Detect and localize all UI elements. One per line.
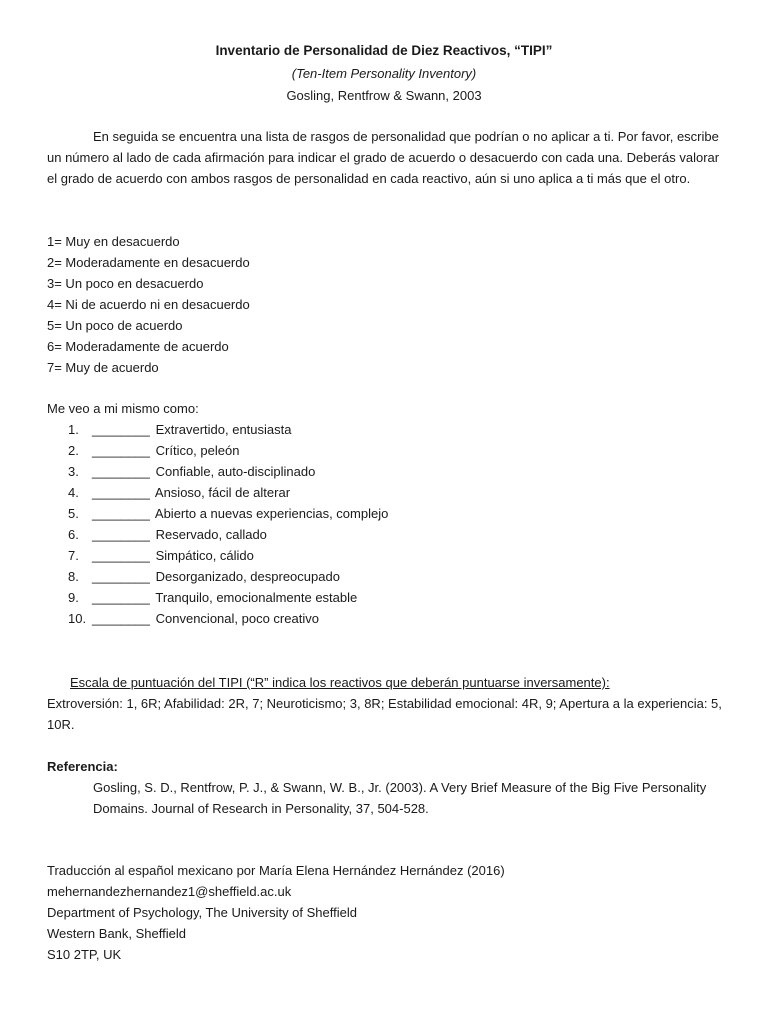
item-text: Confiable, auto-disciplinado — [155, 464, 316, 479]
item-number: 7. — [68, 548, 79, 563]
inventory-item — [47, 440, 388, 461]
document-subtitle: (Ten-Item Personality Inventory) — [291, 66, 477, 81]
item-text: Abierto a nuevas experiencias, complejo — [154, 506, 389, 521]
item-answer-blank[interactable]: ________ — [92, 548, 150, 563]
inventory-item — [47, 524, 388, 545]
item-number: 10. — [68, 611, 87, 626]
item-text: Ansioso, fácil de alterar — [154, 485, 291, 500]
item-answer-blank[interactable]: ________ — [92, 569, 150, 584]
inventory-item — [47, 461, 388, 482]
item-number: 4. — [68, 485, 79, 500]
item-answer-blank[interactable]: ________ — [92, 422, 150, 437]
item-answer-blank[interactable]: ________ — [92, 527, 150, 542]
inventory-item — [47, 482, 388, 503]
translator-credit: Traducción al español mexicano por María Elena Hernández Hernández (2016) — [47, 863, 505, 878]
item-number: 8. — [68, 569, 79, 584]
item-text: Reservado, callado — [155, 527, 267, 542]
scale-item: 3= Un poco en desacuerdo — [47, 276, 204, 291]
scale-item: 1= Muy en desacuerdo — [47, 234, 180, 249]
intro-paragraph: En seguida se encuentra una lista de rasgos de personalidad que podrían o no aplicar a ti. Por favor, escribe un número al lado de cada afirmación para indicar el grado de acuerdo o desacuerdo con cada una. Deberás valorar el grado de acuerdo con ambos rasgos de personalidad en cada reactivo, aún si uno aplica a ti más que el otro. — [47, 129, 720, 186]
scale-item: 4= Ni de acuerdo ni en desacuerdo — [47, 297, 250, 312]
item-text: Extravertido, entusiasta — [155, 422, 292, 437]
inventory-item — [47, 608, 388, 629]
item-text: Convencional, poco creativo — [155, 611, 319, 626]
item-number: 5. — [68, 506, 79, 521]
inventory-items-list — [47, 419, 388, 629]
item-answer-blank[interactable]: ________ — [92, 506, 150, 521]
scale-item: 2= Moderadamente en desacuerdo — [47, 255, 250, 270]
scale-item: 5= Un poco de acuerdo — [47, 318, 183, 333]
reference-citation: Gosling, S. D., Rentfrow, P. J., & Swann, W. B., Jr. (2003). A Very Brief Measure of the Big Five Personality Domains. Journal of Research in Personality, 37, 504-528. — [93, 780, 707, 816]
translator-email[interactable]: mehernandezhernandez1@sheffield.ac.uk — [47, 884, 292, 899]
document-authors: Gosling, Rentfrow & Swann, 2003 — [286, 88, 482, 103]
item-number: 3. — [68, 464, 79, 479]
item-text: Desorganizado, despreocupado — [155, 569, 340, 584]
inventory-item — [47, 587, 388, 608]
item-answer-blank[interactable]: ________ — [92, 443, 150, 458]
department-line: Department of Psychology, The University of Sheffield — [47, 905, 357, 920]
scale-item: 6= Moderadamente de acuerdo — [47, 339, 229, 354]
translation-credits — [47, 860, 505, 965]
item-number: 1. — [68, 422, 79, 437]
item-answer-blank[interactable]: ________ — [92, 590, 150, 605]
items-prompt: Me veo a mi mismo como: — [47, 401, 199, 416]
item-text: Tranquilo, emocionalmente estable — [155, 590, 358, 605]
item-number: 9. — [68, 590, 79, 605]
document-title: Inventario de Personalidad de Diez Reactivos, “TIPI” — [215, 43, 553, 58]
address-line: Western Bank, Sheffield — [47, 926, 186, 941]
scoring-title: Escala de puntuación del TIPI (“R” indica los reactivos que deberán puntuarse inversamente): — [70, 675, 610, 690]
scoring-body: Extroversión: 1, 6R; Afabilidad: 2R, 7; Neuroticismo; 3, 8R; Estabilidad emocional: 4R, 9; Apertura a la experiencia: 5, 10R. — [47, 696, 722, 732]
reference-heading: Referencia: — [47, 759, 118, 774]
item-number: 6. — [68, 527, 79, 542]
scale-item: 7= Muy de acuerdo — [47, 360, 159, 375]
inventory-item — [47, 503, 388, 524]
item-number: 2. — [68, 443, 79, 458]
postcode-line: S10 2TP, UK — [47, 947, 122, 962]
item-text: Simpático, cálido — [155, 548, 254, 563]
rating-scale-list — [47, 231, 250, 378]
inventory-item — [47, 419, 388, 440]
item-answer-blank[interactable]: ________ — [92, 611, 150, 626]
item-answer-blank[interactable]: ________ — [92, 485, 150, 500]
item-text: Crítico, peleón — [155, 443, 240, 458]
item-answer-blank[interactable]: ________ — [92, 464, 150, 479]
inventory-item — [47, 545, 388, 566]
inventory-item — [47, 566, 388, 587]
